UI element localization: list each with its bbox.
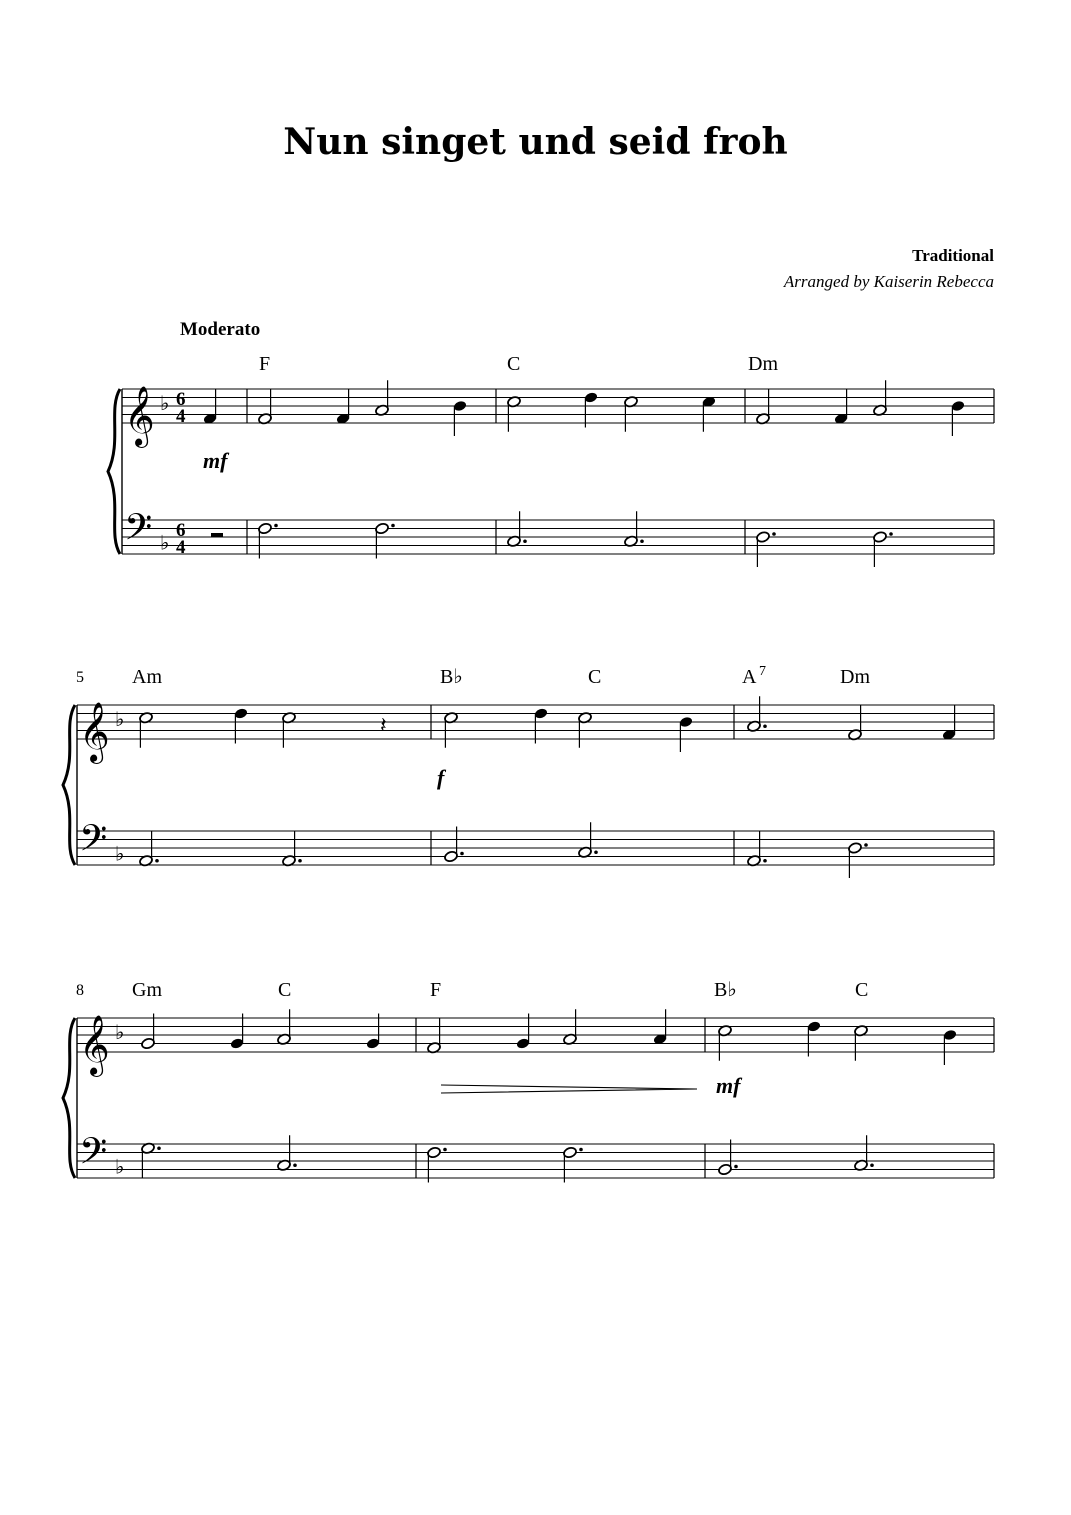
dot	[579, 1148, 583, 1152]
quarter-rest: 𝄽	[380, 712, 387, 738]
key-signature-flat: ♭	[115, 1156, 125, 1179]
treble-clef-icon: 𝄞	[124, 388, 155, 445]
measure-number: 5	[76, 669, 84, 686]
chord-symbols	[132, 353, 870, 1001]
chord-symbol: F	[259, 353, 271, 375]
chord-symbol: C	[278, 979, 292, 1001]
dot	[640, 539, 644, 543]
key-signature-flat: ♭	[115, 709, 125, 731]
dynamic-mf: mf	[203, 448, 228, 473]
key-signature-flat: ♭	[160, 393, 170, 415]
composer-credit: Traditional	[912, 246, 994, 265]
time-signature-bottom: 4	[176, 406, 186, 427]
key-signature-flat: ♭	[160, 532, 170, 555]
chord-symbol: C	[855, 979, 869, 1001]
chord-symbol: C	[507, 353, 521, 375]
treble-clef-icon: 𝄞	[79, 704, 110, 761]
chord-symbol: B♭	[440, 666, 463, 688]
dot	[864, 843, 868, 847]
dot	[889, 532, 893, 536]
chord-symbol: C	[588, 666, 602, 688]
key-signature-flat: ♭	[115, 843, 125, 866]
chord-symbol: Am	[132, 666, 162, 688]
dot	[155, 859, 159, 863]
dot	[763, 859, 767, 863]
half-rest	[211, 533, 223, 537]
chord-symbol: Gm	[132, 979, 162, 1001]
key-signature-flat: ♭	[115, 1022, 125, 1044]
dot	[763, 724, 767, 728]
brace	[108, 389, 120, 554]
treble-clef-icon: 𝄞	[79, 1017, 110, 1074]
notation-layer	[63, 380, 994, 1182]
tempo-marking: Moderato	[180, 319, 261, 340]
brace	[63, 1018, 75, 1178]
dot	[772, 532, 776, 536]
dot	[523, 539, 527, 543]
dot	[870, 1163, 874, 1167]
time-signature-bottom: 4	[176, 537, 186, 558]
system	[63, 1009, 994, 1182]
page-title: Nun singet und seid froh	[283, 121, 788, 163]
system	[108, 380, 994, 567]
dot	[293, 1163, 297, 1167]
brace	[63, 705, 75, 865]
chord-symbol: A	[742, 666, 757, 688]
dot	[157, 1146, 161, 1150]
dot	[734, 1165, 738, 1169]
system	[63, 696, 994, 878]
dynamic-mf: mf	[716, 1073, 741, 1098]
bass-clef-icon: 𝄢	[124, 507, 153, 557]
bass-clef-icon: 𝄢	[79, 1131, 108, 1181]
decrescendo-hairpin	[441, 1085, 697, 1093]
bass-clef-icon: 𝄢	[79, 818, 108, 868]
dot	[391, 524, 395, 528]
chord-symbol: F	[430, 979, 442, 1001]
time-signature-top: 6	[176, 389, 186, 410]
chord-symbol: B♭	[714, 979, 737, 1001]
chord-superscript: 7	[759, 664, 766, 679]
dot	[460, 852, 464, 856]
dot	[298, 859, 302, 863]
dynamic-f: f	[437, 765, 445, 790]
chord-symbol: Dm	[748, 353, 778, 375]
measure-number: 8	[76, 982, 84, 999]
dot	[594, 850, 598, 854]
dot	[443, 1148, 447, 1152]
arranger-credit: Arranged by Kaiserin Rebecca	[783, 272, 994, 291]
time-signature-top: 6	[176, 520, 186, 541]
dot	[274, 524, 278, 528]
chord-symbol: Dm	[840, 666, 870, 688]
